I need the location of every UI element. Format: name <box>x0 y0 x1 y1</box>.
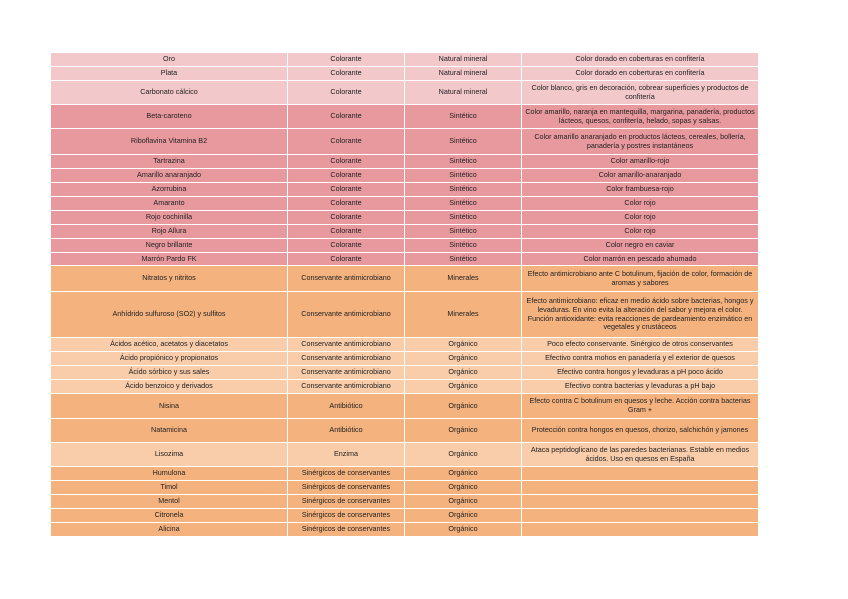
description-cell[interactable]: Poco efecto conservante. Sinérgico de otros conservantes <box>522 338 759 352</box>
additive-name-cell[interactable]: Beta-caroteno <box>51 105 288 129</box>
table-body <box>51 53 818 537</box>
category-cell[interactable]: Colorante <box>288 155 405 169</box>
description-cell[interactable]: Color rojo <box>522 211 759 225</box>
additive-name-cell[interactable]: Amarillo anaranjado <box>51 169 288 183</box>
empty-cell[interactable] <box>759 53 818 67</box>
table-row <box>51 523 818 537</box>
description-cell[interactable] <box>522 495 759 509</box>
description-cell[interactable]: Efectivo contra bacterias y levaduras a pH bajo <box>522 380 759 394</box>
table-row <box>51 443 818 467</box>
category-cell[interactable]: Conservante antimicrobiano <box>288 366 405 380</box>
description-cell[interactable]: Color negro en caviar <box>522 239 759 253</box>
origin-cell[interactable]: Minerales <box>405 292 522 338</box>
origin-cell[interactable]: Natural mineral <box>405 81 522 105</box>
additive-name-cell[interactable]: Oro <box>51 53 288 67</box>
table-row <box>51 105 818 129</box>
origin-cell[interactable]: Natural mineral <box>405 53 522 67</box>
empty-cell[interactable] <box>759 481 818 495</box>
additive-name-cell[interactable]: Natamicina <box>51 419 288 443</box>
additive-name-cell[interactable]: Humulona <box>51 467 288 481</box>
origin-cell[interactable]: Sintético <box>405 169 522 183</box>
table-row <box>51 481 818 495</box>
category-cell[interactable]: Colorante <box>288 197 405 211</box>
description-cell[interactable]: Ataca peptidoglicano de las paredes bacterianas. Estable en medios ácidos. Uso en quesos en España <box>522 443 759 467</box>
empty-cell[interactable] <box>759 183 818 197</box>
table-row <box>51 225 818 239</box>
origin-cell[interactable]: Sintético <box>405 129 522 155</box>
description-cell[interactable] <box>522 509 759 523</box>
category-cell[interactable]: Conservante antimicrobiano <box>288 352 405 366</box>
description-cell[interactable]: Efectivo contra hongos y levaduras a pH poco ácido <box>522 366 759 380</box>
category-cell[interactable]: Colorante <box>288 225 405 239</box>
additive-name-cell[interactable]: Ácido benzoico y derivados <box>51 380 288 394</box>
origin-cell[interactable]: Sintético <box>405 225 522 239</box>
category-cell[interactable]: Conservante antimicrobiano <box>288 338 405 352</box>
table-row <box>51 197 818 211</box>
empty-cell[interactable] <box>759 239 818 253</box>
description-cell[interactable]: Color amarillo-anaranjado <box>522 169 759 183</box>
origin-cell[interactable]: Sintético <box>405 211 522 225</box>
additive-name-cell[interactable]: Azorrubina <box>51 183 288 197</box>
table-row <box>51 467 818 481</box>
origin-cell[interactable]: Orgánico <box>405 352 522 366</box>
empty-cell[interactable] <box>759 467 818 481</box>
description-cell[interactable]: Color blanco, gris en decoración, cobrear superficies y productos de confitería <box>522 81 759 105</box>
category-cell[interactable]: Colorante <box>288 183 405 197</box>
description-cell[interactable]: Efectivo contra mohos en panadería y el exterior de quesos <box>522 352 759 366</box>
category-cell[interactable]: Colorante <box>288 105 405 129</box>
description-cell[interactable] <box>522 523 759 537</box>
empty-cell[interactable] <box>759 105 818 129</box>
origin-cell[interactable]: Natural mineral <box>405 67 522 81</box>
description-cell[interactable]: Efecto antimicrobiano ante C botulinum, fijación de color, formación de aromas y sabores <box>522 266 759 292</box>
empty-cell[interactable] <box>759 253 818 266</box>
table-row <box>51 253 818 266</box>
table-row <box>51 419 818 443</box>
empty-cell[interactable] <box>759 380 818 394</box>
table-row <box>51 183 818 197</box>
category-cell[interactable]: Antibiótico <box>288 394 405 419</box>
empty-cell[interactable] <box>759 155 818 169</box>
additive-name-cell[interactable]: Lisozima <box>51 443 288 467</box>
category-cell[interactable]: Conservante antimicrobiano <box>288 266 405 292</box>
origin-cell[interactable]: Sintético <box>405 105 522 129</box>
description-cell[interactable]: Color dorado en coberturas en confitería <box>522 53 759 67</box>
empty-cell[interactable] <box>759 394 818 419</box>
empty-cell[interactable] <box>759 495 818 509</box>
origin-cell[interactable]: Orgánico <box>405 467 522 481</box>
category-cell[interactable]: Colorante <box>288 81 405 105</box>
origin-cell[interactable]: Sintético <box>405 239 522 253</box>
table-row <box>51 495 818 509</box>
description-cell[interactable] <box>522 467 759 481</box>
category-cell[interactable]: Colorante <box>288 53 405 67</box>
origin-cell[interactable]: Minerales <box>405 266 522 292</box>
origin-cell[interactable]: Orgánico <box>405 366 522 380</box>
category-cell[interactable]: Colorante <box>288 253 405 266</box>
empty-cell[interactable] <box>759 197 818 211</box>
table-row <box>51 53 818 67</box>
empty-cell[interactable] <box>759 211 818 225</box>
table-row <box>51 129 818 155</box>
category-cell[interactable]: Colorante <box>288 67 405 81</box>
empty-cell[interactable] <box>759 419 818 443</box>
additive-name-cell[interactable]: Ácido propiónico y propionatos <box>51 352 288 366</box>
additive-name-cell[interactable]: Marrón Pardo FK <box>51 253 288 266</box>
empty-cell[interactable] <box>759 352 818 366</box>
additive-name-cell[interactable]: Nitratos y nitritos <box>51 266 288 292</box>
description-cell[interactable]: Protección contra hongos en quesos, chorizo, salchichón y jamones <box>522 419 759 443</box>
description-cell[interactable]: Color amarillo, naranja en mantequilla, margarina, panadería, productos lácteos, quesos, confitería, helado, sopas y salsas. <box>522 105 759 129</box>
table-row <box>51 81 818 105</box>
category-cell[interactable]: Colorante <box>288 239 405 253</box>
origin-cell[interactable]: Orgánico <box>405 523 522 537</box>
table-row <box>51 292 818 338</box>
spreadsheet <box>50 52 818 537</box>
additive-name-cell[interactable]: Riboflavina Vitamina B2 <box>51 129 288 155</box>
additive-name-cell[interactable]: Citronela <box>51 509 288 523</box>
additive-name-cell[interactable]: Rojo Allura <box>51 225 288 239</box>
description-cell[interactable]: Efecto contra C botulinum en quesos y leche. Acción contra bacterias Gram + <box>522 394 759 419</box>
description-cell[interactable]: Color rojo <box>522 225 759 239</box>
empty-cell[interactable] <box>759 266 818 292</box>
origin-cell[interactable]: Orgánico <box>405 380 522 394</box>
empty-cell[interactable] <box>759 338 818 352</box>
table-row <box>51 67 818 81</box>
empty-cell[interactable] <box>759 67 818 81</box>
empty-cell[interactable] <box>759 366 818 380</box>
category-cell[interactable]: Sinérgicos de conservantes <box>288 467 405 481</box>
origin-cell[interactable]: Sintético <box>405 197 522 211</box>
origin-cell[interactable]: Orgánico <box>405 419 522 443</box>
additives-table <box>50 52 818 537</box>
empty-cell[interactable] <box>759 225 818 239</box>
description-cell[interactable]: Color dorado en coberturas en confitería <box>522 67 759 81</box>
additive-name-cell[interactable]: Rojo cochinilla <box>51 211 288 225</box>
additive-name-cell[interactable]: Amaranto <box>51 197 288 211</box>
origin-cell[interactable]: Orgánico <box>405 394 522 419</box>
origin-cell[interactable]: Orgánico <box>405 443 522 467</box>
description-cell[interactable] <box>522 481 759 495</box>
additive-name-cell[interactable]: Tartrazina <box>51 155 288 169</box>
additive-name-cell[interactable]: Anhídrido sulfuroso (SO2) y sulfitos <box>51 292 288 338</box>
origin-cell[interactable]: Sintético <box>405 155 522 169</box>
table-row <box>51 509 818 523</box>
category-cell[interactable]: Colorante <box>288 169 405 183</box>
empty-cell[interactable] <box>759 81 818 105</box>
category-cell[interactable]: Conservante antimicrobiano <box>288 380 405 394</box>
table-row <box>51 266 818 292</box>
category-cell[interactable]: Sinérgicos de conservantes <box>288 523 405 537</box>
category-cell[interactable]: Sinérgicos de conservantes <box>288 509 405 523</box>
additive-name-cell[interactable]: Ácido sórbico y sus sales <box>51 366 288 380</box>
description-cell[interactable]: Color amarillo anaranjado en productos lácteos, cereales, bollería, panadería y postres instantáneos <box>522 129 759 155</box>
description-cell[interactable]: Color amarillo-rojo <box>522 155 759 169</box>
additive-name-cell[interactable]: Timol <box>51 481 288 495</box>
table-row <box>51 352 818 366</box>
table-row <box>51 211 818 225</box>
additive-name-cell[interactable]: Plata <box>51 67 288 81</box>
empty-cell[interactable] <box>759 169 818 183</box>
additive-name-cell[interactable]: Ácidos acético, acetatos y diacetatos <box>51 338 288 352</box>
empty-cell[interactable] <box>759 509 818 523</box>
origin-cell[interactable]: Orgánico <box>405 481 522 495</box>
description-cell[interactable]: Color rojo <box>522 197 759 211</box>
origin-cell[interactable]: Orgánico <box>405 509 522 523</box>
category-cell[interactable]: Antibiótico <box>288 419 405 443</box>
table-row <box>51 155 818 169</box>
category-cell[interactable]: Sinérgicos de conservantes <box>288 495 405 509</box>
category-cell[interactable]: Colorante <box>288 129 405 155</box>
table-row <box>51 366 818 380</box>
table-row <box>51 338 818 352</box>
table-row <box>51 380 818 394</box>
additive-name-cell[interactable]: Nisina <box>51 394 288 419</box>
empty-cell[interactable] <box>759 443 818 467</box>
empty-cell[interactable] <box>759 129 818 155</box>
category-cell[interactable]: Conservante antimicrobiano <box>288 292 405 338</box>
origin-cell[interactable]: Orgánico <box>405 338 522 352</box>
description-cell[interactable]: Efecto antimicrobiano: eficaz en medio ácido sobre bacterias, hongos y levaduras. En vino evita la alteración del sabor y mejora el color. Función antioxidante: evita reacciones de pardeamiento enzimático en vegetales y crustáceos <box>522 292 759 338</box>
additive-name-cell[interactable]: Negro brillante <box>51 239 288 253</box>
category-cell[interactable]: Enzima <box>288 443 405 467</box>
category-cell[interactable]: Sinérgicos de conservantes <box>288 481 405 495</box>
table-row <box>51 169 818 183</box>
additive-name-cell[interactable]: Carbonato cálcico <box>51 81 288 105</box>
empty-cell[interactable] <box>759 523 818 537</box>
empty-cell[interactable] <box>759 292 818 338</box>
origin-cell[interactable]: Sintético <box>405 253 522 266</box>
description-cell[interactable]: Color frambuesa-rojo <box>522 183 759 197</box>
table-row <box>51 239 818 253</box>
description-cell[interactable]: Color marrón en pescado ahumado <box>522 253 759 266</box>
additive-name-cell[interactable]: Alicina <box>51 523 288 537</box>
category-cell[interactable]: Colorante <box>288 211 405 225</box>
additive-name-cell[interactable]: Mentol <box>51 495 288 509</box>
origin-cell[interactable]: Orgánico <box>405 495 522 509</box>
table-row <box>51 394 818 419</box>
origin-cell[interactable]: Sintético <box>405 183 522 197</box>
